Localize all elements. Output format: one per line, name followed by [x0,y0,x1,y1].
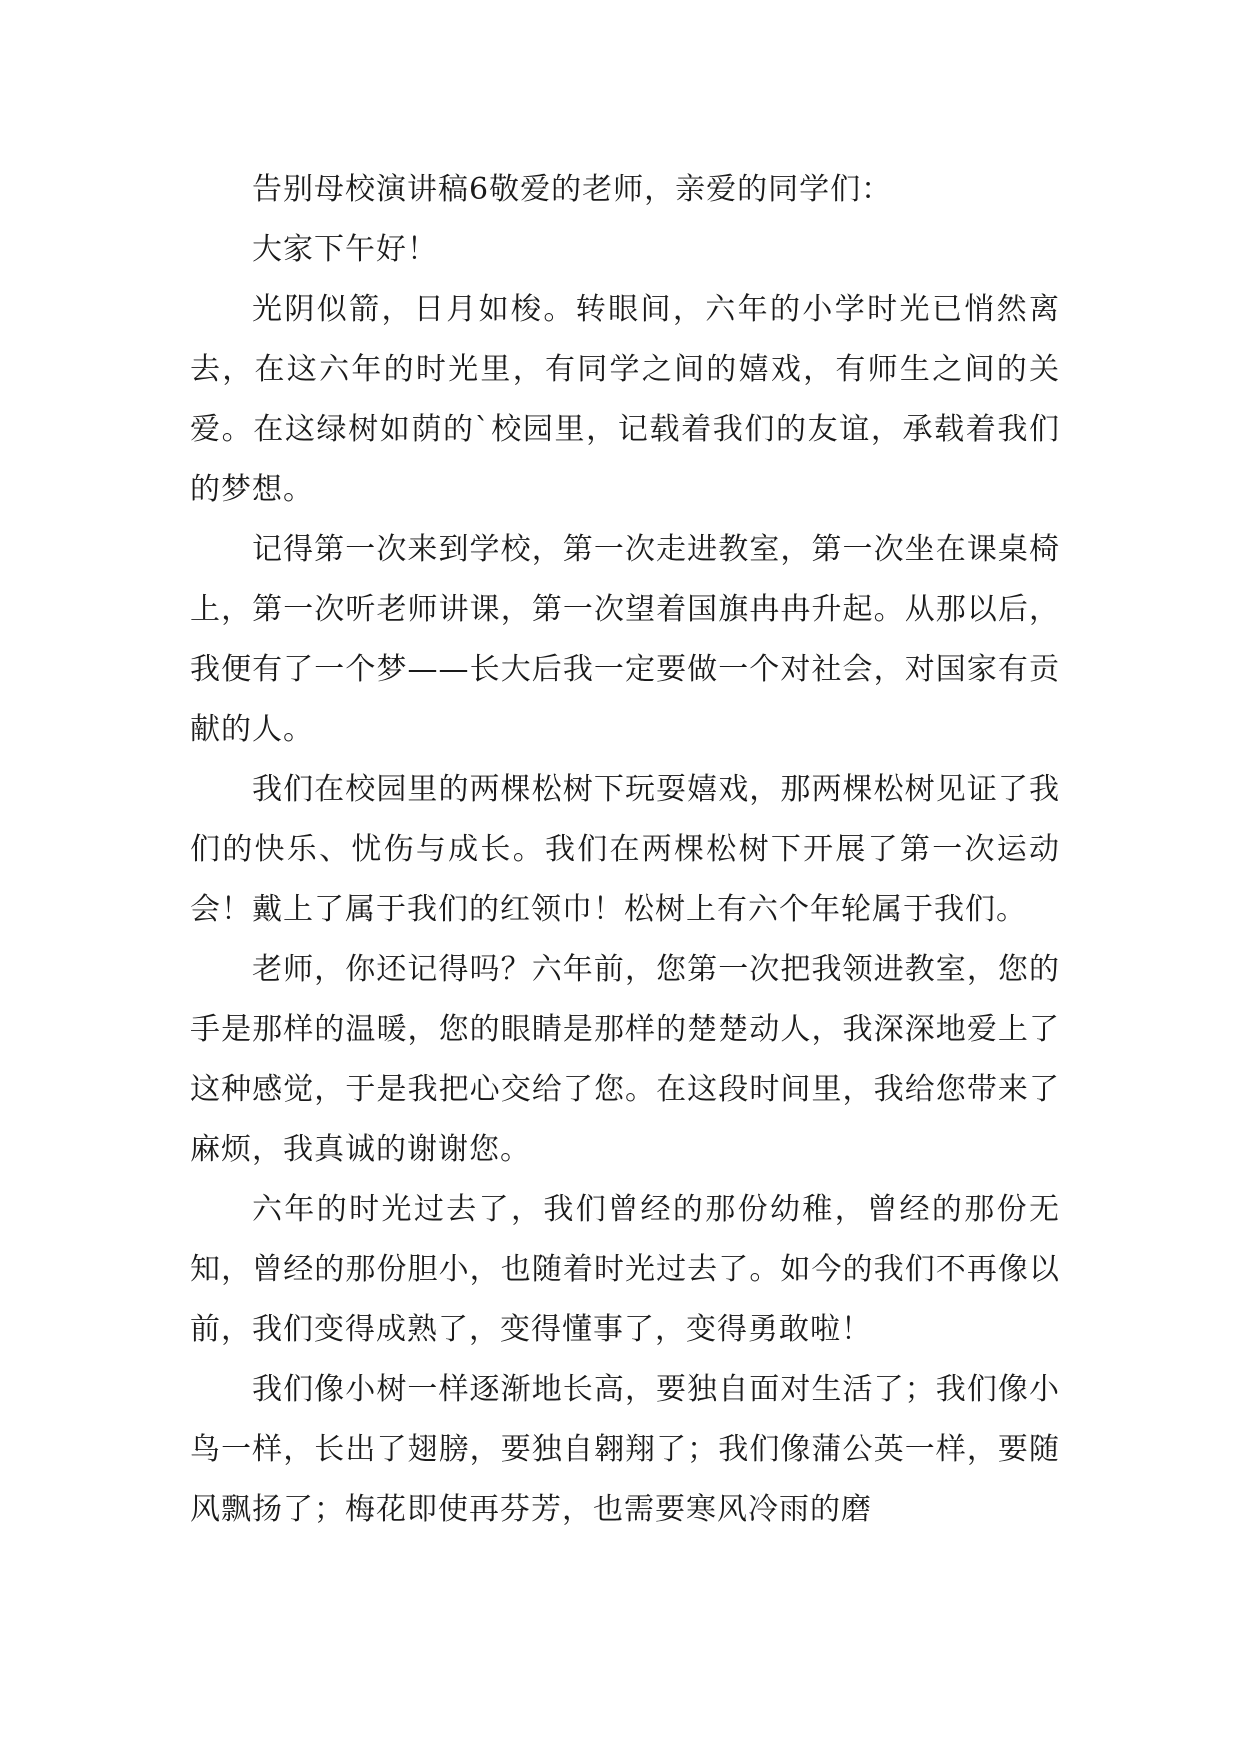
paragraph-first-day: 记得第一次来到学校，第一次走进教室，第一次坐在课桌椅上，第一次听老师讲课，第一次望着国旗冉冉升起。从那以后，我便有了一个梦——长大后我一定要做一个对社会，对国家有贡献的人。 [190,532,1060,747]
speech-title-line: 告别母校演讲稿6敬爱的老师，亲爱的同学们： [252,172,893,207]
greeting-paragraph: 大家下午好！ [252,232,438,267]
paragraph-growth: 六年的时光过去了，我们曾经的那份幼稚，曾经的那份无知，曾经的那份胆小，也随着时光过去了。如今的我们不再像以前，我们变得成熟了，变得懂事了，变得勇敢啦！ [190,1192,1060,1347]
paragraph-pine-trees: 我们在校园里的两棵松树下玩耍嬉戏，那两棵松树见证了我们的快乐、忧伤与成长。我们在两棵松树下开展了第一次运动会！戴上了属于我们的红领巾！松树上有六个年轮属于我们。 [190,772,1060,927]
speech-body [190,160,1060,1540]
paragraph-time-flies: 光阴似箭，日月如梭。转眼间，六年的小学时光已悄然离去，在这六年的时光里，有同学之间的嬉戏，有师生之间的关爱。在这绿树如荫的`校园里，记载着我们的友谊，承载着我们的梦想。 [190,292,1060,507]
paragraph-teacher: 老师，你还记得吗？六年前，您第一次把我领进教室，您的手是那样的温暖，您的眼睛是那样的楚楚动人，我深深地爱上了这种感觉，于是我把心交给了您。在这段时间里，我给您带来了麻烦，我真诚的谢谢您。 [190,952,1060,1167]
paragraph-growing-up: 我们像小树一样逐渐地长高，要独自面对生活了；我们像小鸟一样，长出了翅膀，要独自翱翔了；我们像蒲公英一样，要随风飘扬了；梅花即使再芬芳，也需要寒风冷雨的磨 [190,1372,1060,1527]
